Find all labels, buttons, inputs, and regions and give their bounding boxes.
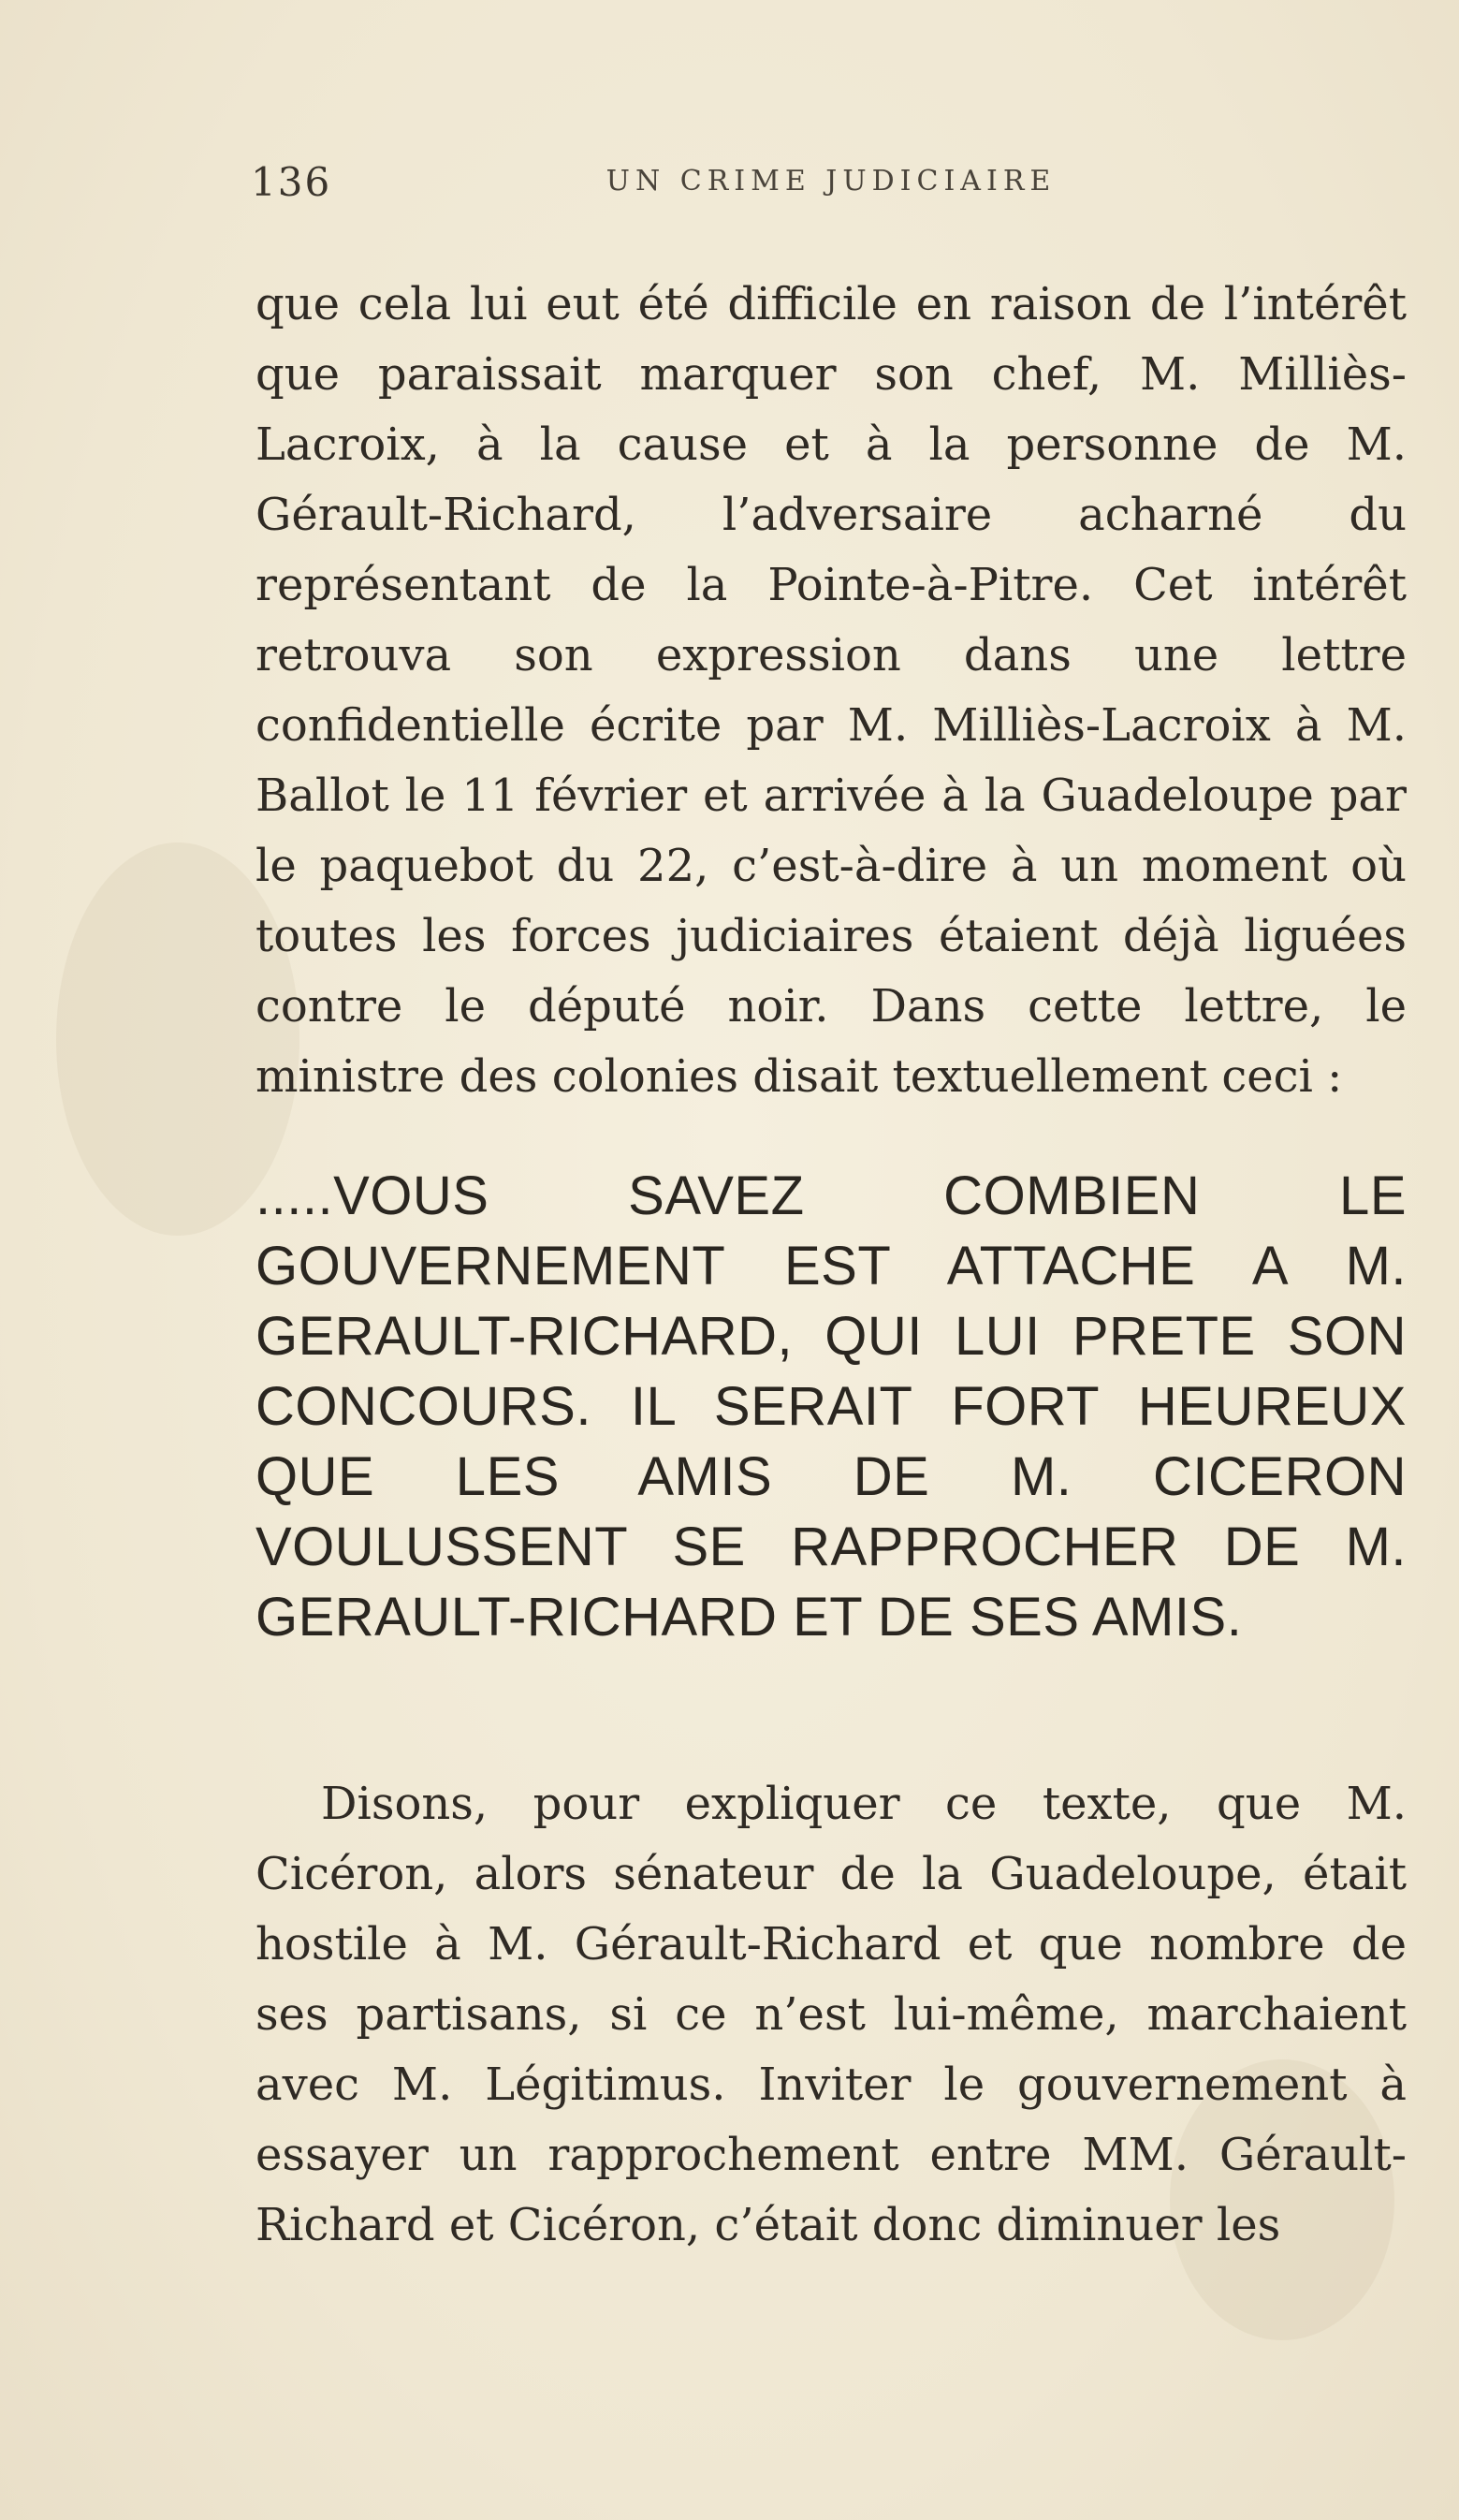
page-number: 136 bbox=[251, 159, 332, 205]
paragraph-1: que cela lui eut été difficile en raison de l’intérêt que paraissait marquer son chef, M. Milliès-Lacroix, à la cause et à la personne de M. Gérault-Richard, l’adversaire acharné du représentant de la Pointe-à-Pitre. Cet intérêt retrouva son expression dans une lettre confidentielle écrite par M. Milliès-Lacroix à M. Ballot le 11 février et arrivée à la Guadeloupe par le paquebot du 22, c’est-à-dire à un moment où toutes les forces judiciaires étaient déjà liguées contre le député noir. Dans cette lettre, le ministre des colonies disait textuellement ceci : bbox=[255, 278, 1407, 1103]
paragraph-2: Disons, pour expliquer ce texte, que M. Cicéron, alors sénateur de la Guadeloupe, était hostile à M. Gérault-Richard et que nombre de ses partisans, si ce n’est lui-même, marchaient avec M. Légitimus. Inviter le gouvernement à essayer un rapprochement entre MM. Gérault-Richard et Cicéron, c’était donc diminuer les bbox=[255, 1778, 1407, 2251]
quoted-letter: .....VOUS SAVEZ COMBIEN LE GOUVERNEMENT EST ATTACHE A M. GERAULT-RICHARD, QUI LUI PRETE SON CONCOURS. IL SERAIT FORT HEUREUX QUE LES AMIS DE M. CICERON VOULUSSENT SE RAPPROCHER DE M. GERAULT-RICHARD ET DE SES AMIS. bbox=[255, 1165, 1407, 1648]
page-header bbox=[251, 159, 1421, 215]
running-head: UN CRIME JUDICIAIRE bbox=[605, 165, 1057, 198]
